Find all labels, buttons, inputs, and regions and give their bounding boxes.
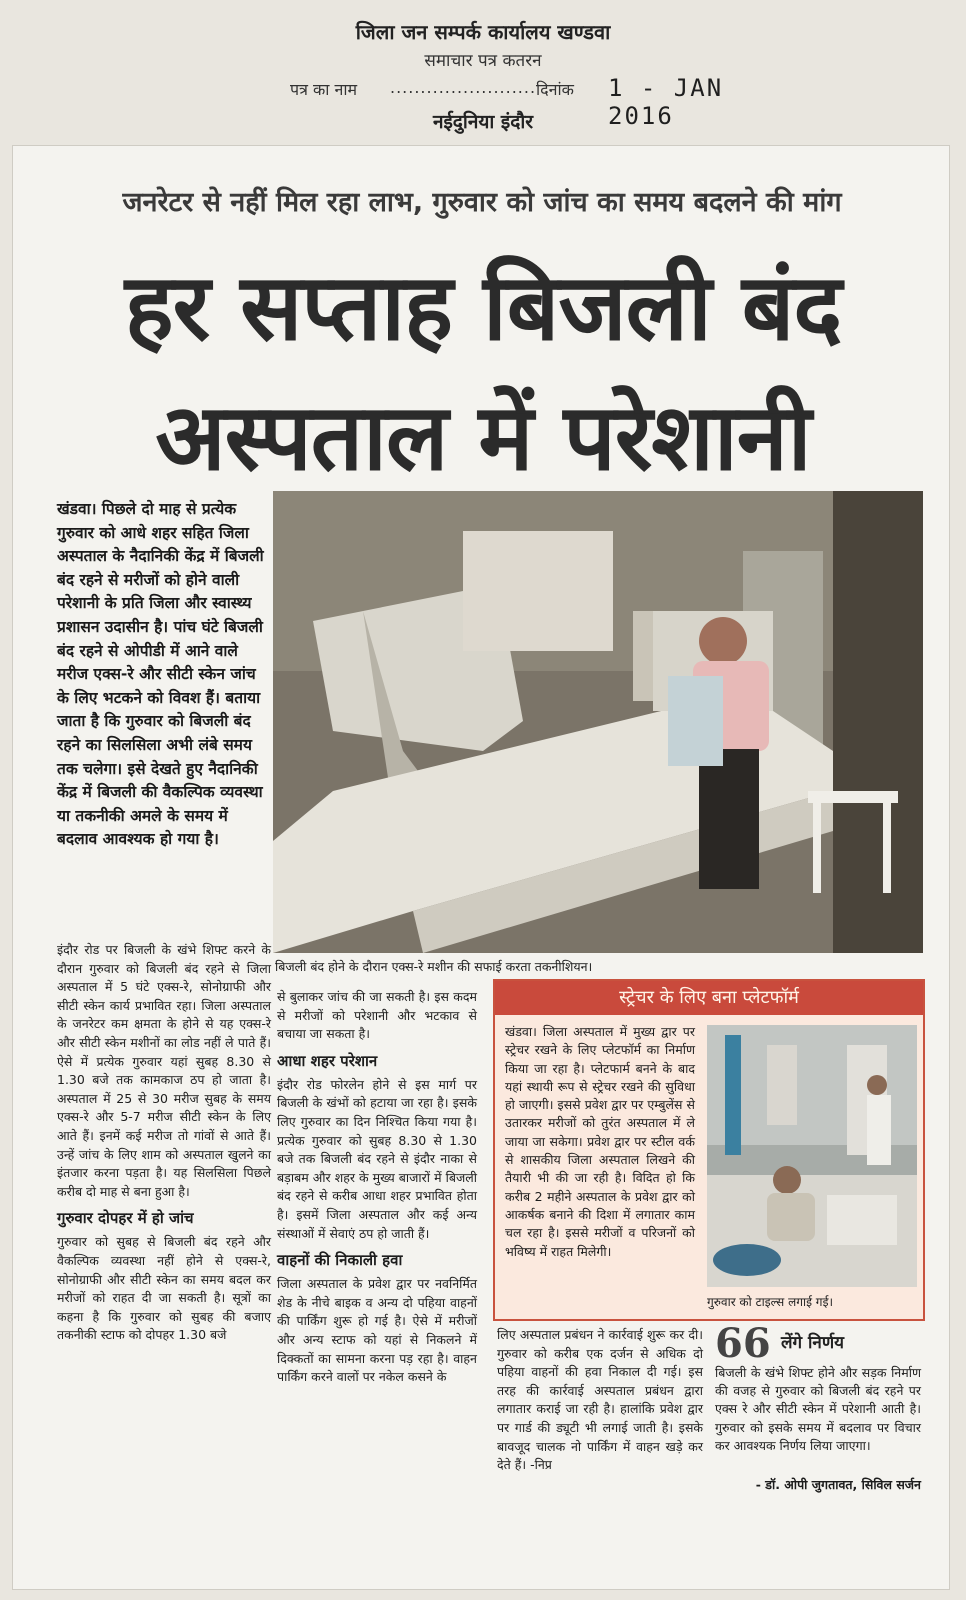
quote-mark-icon: 66 <box>715 1320 771 1367</box>
tiles-photo-graphic <box>707 1025 917 1287</box>
clipping-header <box>0 0 966 140</box>
column-3 <box>497 1326 703 1475</box>
subheading-1: गुरुवार दोपहर में हो जांच <box>57 1209 194 1228</box>
xray-photo-graphic <box>273 491 923 953</box>
tiles-photo <box>707 1025 917 1287</box>
column-2 <box>277 988 477 1387</box>
column-1 <box>57 941 271 1345</box>
paper-dots: ........................ <box>390 78 537 97</box>
date-value: 1 - JAN 2016 <box>608 74 724 130</box>
paper-name: नईदुनिया इंदौर <box>432 111 534 133</box>
stretcher-platform-box <box>493 979 925 1321</box>
headline-line-1: हर सप्ताह बिजली बंद <box>124 253 842 361</box>
xray-photo <box>273 491 923 953</box>
subheading-3: वाहनों की निकाली हवा <box>277 1251 403 1270</box>
quote-heading: लेंगे निर्णय <box>781 1333 845 1353</box>
lead-paragraph: खंडवा। पिछले दो माह से प्रत्येक गुरुवार को आधे शहर सहित जिला अस्पताल के नैदानिकी केंद्र में बिजली बंद रहने से मरीजों को होने वाली परेशानी के प्रति जिला और स्वास्थ्य प्रशासन उदासीन है। पांच घंटे बिजली बंद रहने से ओपीडी में आने वाले मरीज एक्स-रे और सीटी स्केन जांच के लिए भटकने को विवश हैं। बताया जाता है कि गुरुवार को बिजली बंद रहने का सिलसिला अभी लंबे समय तक चलेगा। इसे देखते हुए नैदानिकी केंद्र में बिजली की वैकल्पिक व्यवस्था या तकनीकी अमले के समय में बदलाव आवश्यक हो गया है। <box>57 500 264 849</box>
col2-paragraph-2: इंदौर रोड फोरलेन होने से इस मार्ग पर बिजली के खंभों को हटाया जा रहा है। इसके लिए गुरुवार का दिन निश्चित किया गया है। प्रत्येक गुरुवार को सुबह 8.30 से 1.30 बजे तक बिजली बंद रहने से इंदौर नाका से बड़ाबम और शहर के मुख्य बाजारों में बिजली बंद रहने से करीब आधा शहर प्रभावित होता है। इसमें जिला अस्पताल और कई अन्य संस्थाओं में सेवाएं ठप हो जाती हैं। <box>277 1076 477 1241</box>
kicker: जनरेटर से नहीं मिल रहा लाभ, गुरुवार को जांच का समय बदलने की मांग <box>122 187 842 218</box>
col2-paragraph-3: जिला अस्पताल के प्रवेश द्वार पर नवनिर्मित शेड के नीचे बाइक व अन्य दो पहिया वाहनों की पार्किंग शुरू हो गई है। ऐसे में मरीजों और अन्य स्टाफ को यहां से निकलने में दिक्कतों का सामना करना पड़ रहा है। वाहन पार्किंग करने वालों पर नकेल कसने के <box>277 1276 477 1385</box>
quote-body: बिजली के खंभे शिफ्ट होने और सड़क निर्माण की वजह से गुरुवार को बिजली बंद रहने पर एक्स रे और सीटी स्केन में परेशानी आती है। गुरुवार को इसके समय में बदलाव पर विचार कर आवश्यक निर्णय लिया जाएगा। <box>715 1365 921 1453</box>
paper-label: पत्र का नाम <box>290 80 358 99</box>
box-text: खंडवा। जिला अस्पताल में मुख्य द्वार पर स्ट्रेचर रखने के लिए प्लेटफॉर्म का निर्माण किया जा रहा है। प्लेटफार्म बनने के बाद यहां स्थायी रूप से स्ट्रेचर रखने की सुविधा हो जाएगी। इससे प्रवेश द्वार पर एम्बुलेंस से उतारकर मरीजों को तुरंत अस्पताल में ले जाया जा सकेगा। प्रवेश द्वार पर स्टील वर्क से शासकीय जिला अस्पताल लिखने की तैयारी भी की जा रही है। विदित हो कि करीब 2 महीने अस्पताल के प्रवेश द्वार को आकर्षक बनाने की दिशा में लगातार काम चल रहा है। इससे मरीजों व परिजनों को भविष्य में राहत मिलेगी। <box>505 1024 695 1259</box>
col1-paragraph-1: इंदौर रोड पर बिजली के खंभे शिफ्ट करने के दौरान गुरुवार को बिजली बंद रहने से जिला अस्पताल में 5 घंटे एक्स-रे, सोनोग्राफी और सीटी स्केन कार्य प्रभावित रहा। जिला अस्पताल के जनरेटर कम क्षमता के होने से यह एक्स-रे और सीटी स्केन मशीनों का लोड नहीं ले पाते हैं। ऐसे में प्रत्येक गुरुवार यहां सुबह 8.30 से 1.30 बजे तक कामकाज ठप हो जाता है। अस्पताल में 25 से 30 मरीज सुबह के समय एक्स-रे और 5-7 मरीज सीटी स्केन के लिए आते हैं। इनमें कई मरीज तो गांवों से आते हैं। उन्हें जांच के लिए शाम को अस्पताल खुलने का इंतजार करना पड़ता है। यह सिलसिला पिछले करीब दो माह से बना हुआ है। <box>57 942 271 1199</box>
newspaper-clipping <box>12 145 950 1590</box>
col2-paragraph-1: से बुलाकर जांच की जा सकती है। इस कदम से मरीजों को परेशानी और भटकाव से बचाया जा सकता है। <box>277 989 477 1042</box>
col1-paragraph-2: गुरुवार को सुबह से बिजली बंद रहने और वैकल्पिक व्यवस्था नहीं होने से एक्स-रे, सोनोग्राफी और सीटी स्केन का समय बदल कर मरीजों को राहत दी जा सकती है। सूत्रों का कहना है कि गुरुवार को सुबह की बजाए तकनीकी स्टाफ को दोपहर 1.30 बजे <box>57 1234 271 1343</box>
clipping-label: समाचार पत्र कतरन <box>424 51 542 71</box>
subheading-2: आधा शहर परेशान <box>277 1051 378 1070</box>
headline-line-2: अस्पताल में परेशानी <box>155 383 811 491</box>
col3-paragraph-1: लिए अस्पताल प्रबंधन ने कार्रवाई शुरू कर दी। गुरुवार को करीब एक दर्जन से अधिक दो पहिया वाहनों की हवा निकाल दी गई। इस तरह की कार्रवाई अस्पताल प्रबंधन द्वारा लगातार कराई जा रही है। हालांकि प्रवेश द्वार पर गार्ड की ड्यूटी भी लगाई जाती है। इसके बावजूद चालक नो पार्किंग में वाहन खड़े कर देते हैं। -निप्र <box>497 1327 703 1473</box>
quote-attribution: - डॉ. ओपी जुगतावत, सिविल सर्जन <box>755 1477 921 1492</box>
box-photo-caption: गुरुवार को टाइल्स लगाई गई। <box>707 1295 834 1309</box>
box-title: स्ट्रेचर के लिए बना प्लेटफॉर्म <box>495 981 923 1015</box>
photo-caption: बिजली बंद होने के दौरान एक्स-रे मशीन की सफाई करता तकनीशियन। <box>275 959 593 974</box>
office-stamp: जिला जन सम्पर्क कार्यालय खण्डवा <box>355 20 611 44</box>
date-label: दिनांक <box>536 80 574 99</box>
